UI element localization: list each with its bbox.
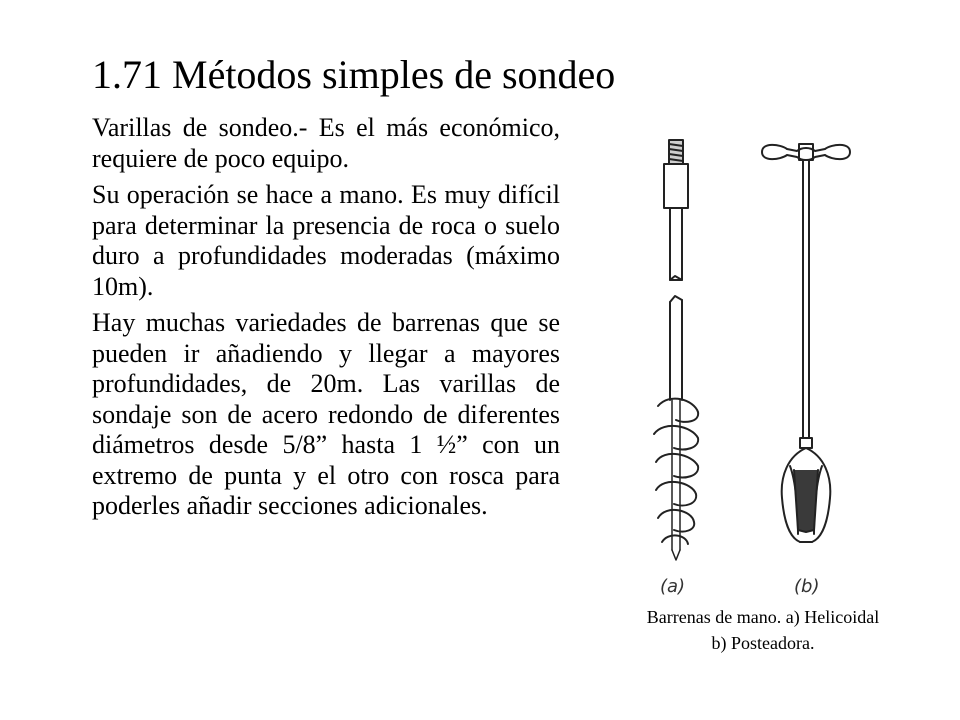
slide-title: 1.71 Métodos simples de sondeo	[92, 52, 616, 97]
auger-figure	[612, 130, 912, 600]
paragraph-barrenas: Hay muchas variedades de barrenas que se pueden ir añadiendo y llegar a mayores profundidades, de 20m. Las varillas de sondaje son de acero redondo de diferentes diámetros desde 5/8” hasta 1 ½” con un extremo de punta y el otro con rosca para poderles añadir secciones adicionales.	[92, 308, 560, 520]
figure-label-a: (a)	[660, 576, 686, 597]
caption-line-1: Barrenas de mano. a) Helicoidal	[646, 607, 880, 627]
helical-auger-drawing	[654, 140, 698, 560]
posthole-auger-drawing	[762, 144, 850, 542]
caption-line-2: b) Posteadora.	[711, 633, 815, 653]
figure-caption	[598, 604, 928, 656]
paragraph-operacion: Su operación se hace a mano. Es muy difícil para determinar la presencia de roca o suelo duro a profundidades moderadas (máximo 10m).	[92, 180, 560, 301]
body-text	[92, 113, 560, 528]
paragraph-varillas: Varillas de sondeo.- Es el más económico, requiere de poco equipo.	[92, 113, 560, 173]
figure-label-b: (b)	[794, 576, 820, 597]
auger-illustration	[612, 130, 912, 600]
